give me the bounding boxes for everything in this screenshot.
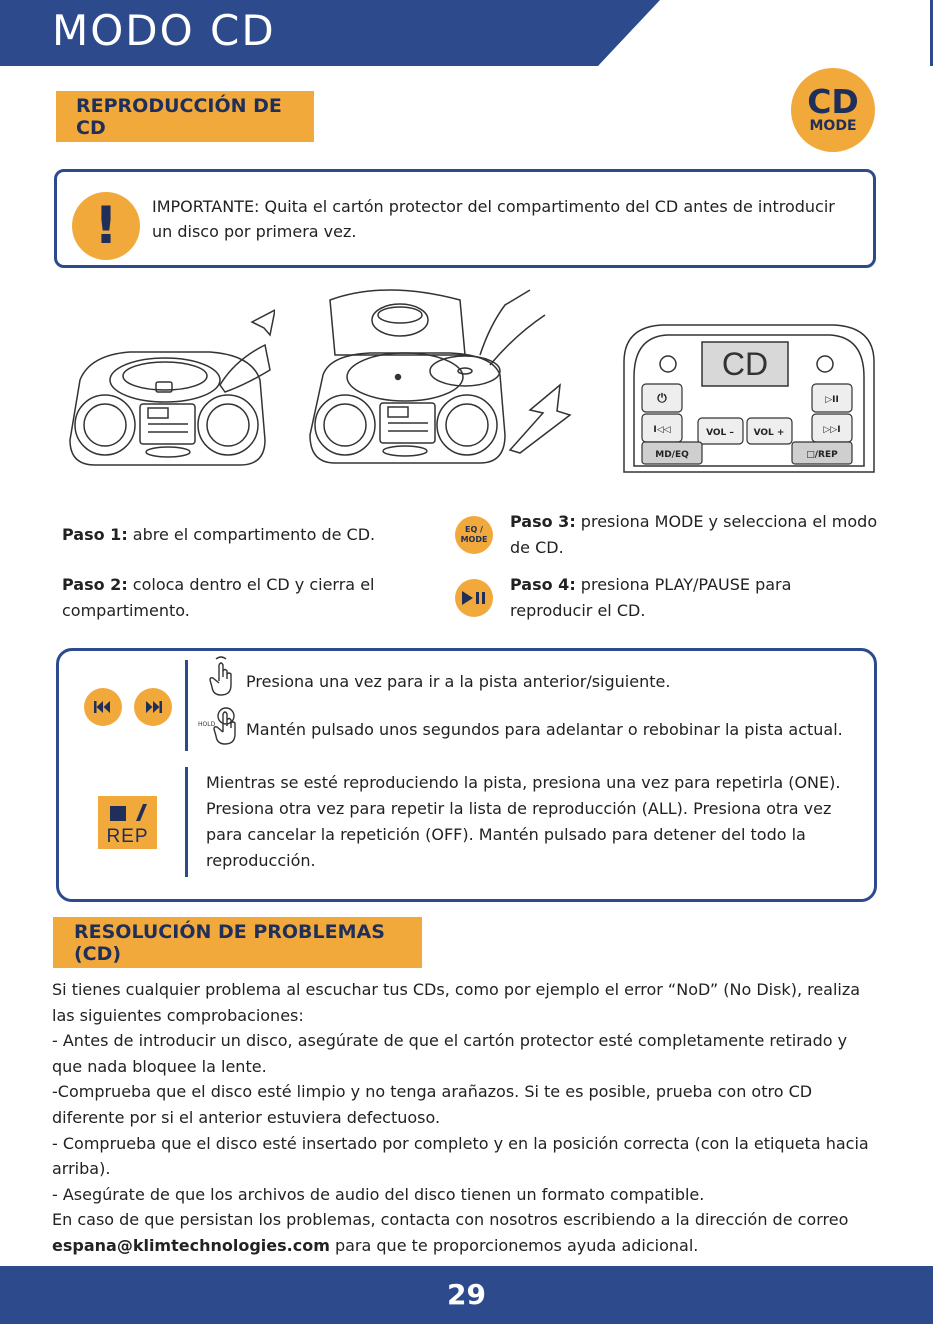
troubleshooting-intro: Si tienes cualquier problema al escuchar tus CDs, como por ejemplo el error “NoD” (No Disk), realiza las siguientes comprobaciones: — [52, 980, 861, 1025]
next-track-icon — [134, 688, 172, 726]
troubleshooting-body — [52, 977, 872, 1259]
cd-mode-badge — [791, 68, 875, 152]
eq-mode-icon-line1: EQ / — [465, 525, 483, 534]
boombox-insert-cd-illustration — [305, 285, 575, 475]
rep-button-icon — [98, 796, 157, 849]
section-label-troubleshooting — [53, 917, 422, 968]
step-2 — [62, 572, 422, 624]
step-4 — [510, 572, 840, 624]
contact-suffix: para que te proporcionemos ayuda adicional. — [329, 1235, 699, 1255]
step-3 — [510, 509, 880, 561]
panel-power-label: ⏻ — [657, 391, 667, 405]
divider-bar-top — [185, 660, 188, 751]
cd-badge-top: CD — [807, 82, 859, 121]
footer-band — [0, 1266, 933, 1324]
panel-next-label: ▷▷I — [823, 425, 841, 435]
exclamation-icon: ! — [72, 192, 140, 260]
support-email-link[interactable]: espana@klimtechnologies.com — [52, 1235, 330, 1255]
step-2-label: Paso 2: — [62, 575, 128, 594]
troubleshooting-item-1: - Antes de introducir un disco, asegúrate de que el cartón protector esté completamente retirado y que nada bloquee la lente. — [52, 1031, 848, 1076]
step-4-label: Paso 4: — [510, 575, 576, 594]
page-title: MODO CD — [52, 6, 276, 55]
panel-mode-label: MD/EQ — [655, 450, 689, 460]
section-label-troubleshooting-text: RESOLUCIÓN DE PROBLEMAS (CD) — [74, 920, 385, 965]
step-3-text: presiona MODE y selecciona el modo de CD. — [510, 512, 878, 557]
panel-rep-label: □/REP — [806, 450, 838, 460]
section-label-playback — [56, 91, 314, 142]
eq-mode-icon-line2: MODE — [460, 535, 488, 544]
contact-prefix: En caso de que persistan los problemas, contacta con nosotros escribiendo a la dirección de correo — [52, 1210, 849, 1230]
panel-play-label: ▷II — [825, 395, 839, 405]
hold-label: HOLD — [198, 721, 216, 728]
step-1-text: abre el compartimento de CD. — [127, 525, 376, 544]
panel-display-text: CD — [721, 346, 769, 382]
rep-label: REP — [106, 826, 149, 847]
panel-vol-down-label: VOL – — [706, 428, 734, 438]
troubleshooting-item-2: -Comprueba que el disco esté limpio y no tenga arañazos. Si te es posible, prueba con otro CD diferente por si el anterior estuviera defectuoso. — [52, 1082, 813, 1127]
section-label-playback-text: REPRODUCCIÓN DE CD — [76, 94, 282, 139]
troubleshooting-item-4: - Asegúrate de que los archivos de audio del disco tienen un formato compatible. — [52, 1184, 705, 1204]
page-number: 29 — [447, 1278, 486, 1311]
hold-hand-icon — [198, 702, 240, 748]
step-4-text: presiona PLAY/PAUSE para reproducir el CD. — [510, 575, 792, 620]
divider-bar-bottom — [185, 767, 188, 877]
boombox-open-illustration — [60, 300, 275, 475]
eq-mode-icon — [455, 516, 493, 554]
press-once-text: Presiona una vez para ir a la pista anterior/siguiente. — [246, 672, 671, 691]
play-pause-icon — [455, 579, 493, 617]
warning-text: IMPORTANTE: Quita el cartón protector del compartimento del CD antes de introducir un disco por primera vez. — [152, 197, 835, 241]
panel-vol-up-label: VOL + — [753, 428, 785, 438]
panel-prev-label: I◁◁ — [653, 425, 671, 435]
repeat-mode-text: Mientras se esté reproduciendo la pista, presiona una vez para repetirla (ONE). Presiona otra vez para repetir la lista de reproducción (ALL). Presiona otra vez para cancelar la repetición (OFF). Mantén pulsado para detener del todo la reproducción. — [206, 773, 841, 870]
step-2-text: coloca dentro el CD y cierra el compartimento. — [62, 575, 375, 620]
warning-box — [54, 169, 876, 268]
press-hand-icon — [206, 655, 236, 699]
troubleshooting-item-3: - Comprueba que el disco esté insertado por completo y en la posición correcta (con la etiqueta hacia arriba). — [52, 1133, 869, 1179]
step-1-label: Paso 1: — [62, 525, 128, 544]
control-panel-illustration — [612, 322, 886, 482]
step-3-label: Paso 3: — [510, 512, 576, 531]
troubleshooting-contact — [52, 1207, 872, 1258]
cd-badge-bottom: MODE — [809, 118, 857, 134]
previous-track-icon — [84, 688, 122, 726]
press-hold-text: Mantén pulsado unos segundos para adelantar o rebobinar la pista actual. — [246, 720, 843, 739]
step-1 — [62, 522, 422, 548]
